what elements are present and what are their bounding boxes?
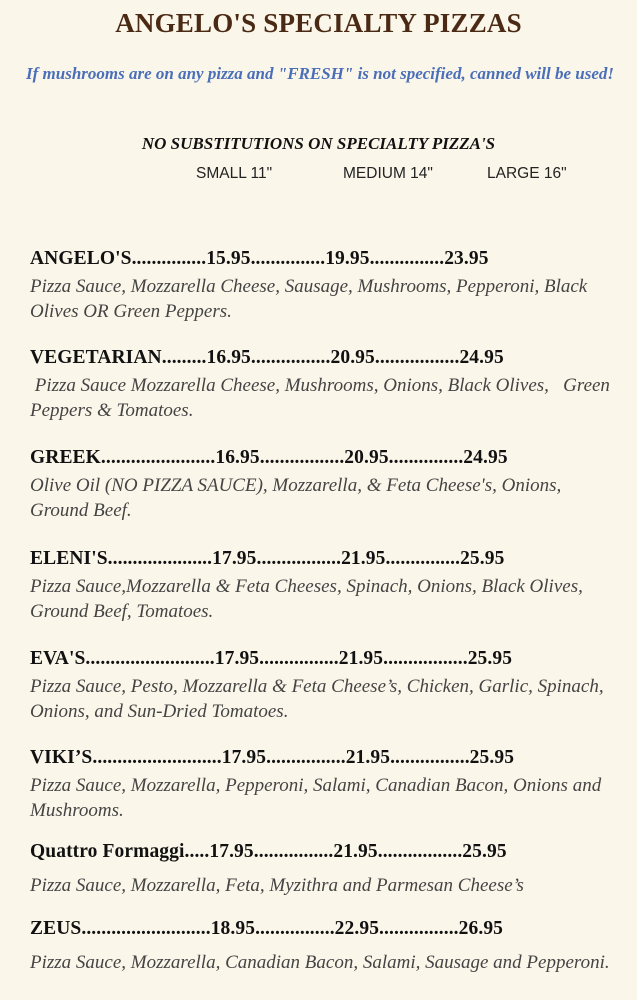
pizza-price-line: VIKI’S..........................17.95................21.95................25.95 bbox=[30, 747, 515, 768]
pizza-item-zeus bbox=[30, 918, 620, 975]
pizza-description: Pizza Sauce, Mozzarella, Feta, Myzithra and Parmesan Cheese’s bbox=[30, 875, 524, 896]
pizza-description: Pizza Sauce Mozzarella Cheese, Mushrooms, Onions, Black Olives, Green Peppers & Tomatoes. bbox=[30, 375, 615, 421]
pizza-price-line: EVA'S..........................17.95................21.95.................25.95 bbox=[30, 648, 513, 669]
pizza-price-line: VEGETARIAN.........16.95................20.95.................24.95 bbox=[30, 347, 504, 368]
pizza-item-quattro-formaggi bbox=[30, 841, 620, 898]
size-large-label: LARGE 16" bbox=[487, 165, 567, 182]
pizza-description: Pizza Sauce, Mozzarella, Canadian Bacon, Salami, Sausage and Pepperoni. bbox=[30, 952, 610, 973]
page-title: ANGELO'S SPECIALTY PIZZAS bbox=[115, 8, 522, 38]
pizza-price-line: Quattro Formaggi.....17.95................21.95.................25.95 bbox=[30, 841, 507, 862]
pizza-item-elenis bbox=[30, 548, 620, 624]
size-header-row bbox=[0, 165, 637, 187]
pizza-description: Pizza Sauce, Pesto, Mozzarella & Feta Cheese’s, Chicken, Garlic, Spinach, Onions, and Sun-Dried Tomatoes. bbox=[30, 676, 609, 722]
pizza-item-greek bbox=[30, 447, 620, 523]
pizza-description: Pizza Sauce, Mozzarella, Pepperoni, Salami, Canadian Bacon, Onions and Mushrooms. bbox=[30, 775, 606, 821]
no-substitutions-notice: NO SUBSTITUTIONS ON SPECIALTY PIZZA'S bbox=[141, 134, 496, 153]
size-small-label: SMALL 11" bbox=[196, 165, 273, 182]
pizza-price-line: ANGELO'S...............15.95...............19.95...............23.95 bbox=[30, 248, 489, 269]
pizza-price-line: ELENI'S.....................17.95.................21.95...............25.95 bbox=[30, 548, 505, 569]
pizza-item-vegetarian bbox=[30, 347, 620, 423]
pizza-description: Pizza Sauce, Mozzarella Cheese, Sausage, Mushrooms, Pepperoni, Black Olives OR Green Peppers. bbox=[30, 276, 592, 322]
pizza-price-line: GREEK.......................16.95.................20.95...............24.95 bbox=[30, 447, 508, 468]
mushroom-notice: If mushrooms are on any pizza and "FRESH" is not specified, canned will be used! bbox=[26, 64, 614, 83]
pizza-description: Olive Oil (NO PIZZA SAUCE), Mozzarella, & Feta Cheese's, Onions, Ground Beef. bbox=[30, 475, 567, 521]
pizza-item-vikis bbox=[30, 747, 620, 823]
pizza-item-angelos bbox=[30, 248, 620, 324]
pizza-description: Pizza Sauce,Mozzarella & Feta Cheeses, Spinach, Onions, Black Olives, Ground Beef, Tomatoes. bbox=[30, 576, 588, 622]
pizza-item-evas bbox=[30, 648, 620, 724]
size-medium-label: MEDIUM 14" bbox=[343, 165, 433, 182]
pizza-price-line: ZEUS..........................18.95................22.95................26.95 bbox=[30, 918, 504, 939]
